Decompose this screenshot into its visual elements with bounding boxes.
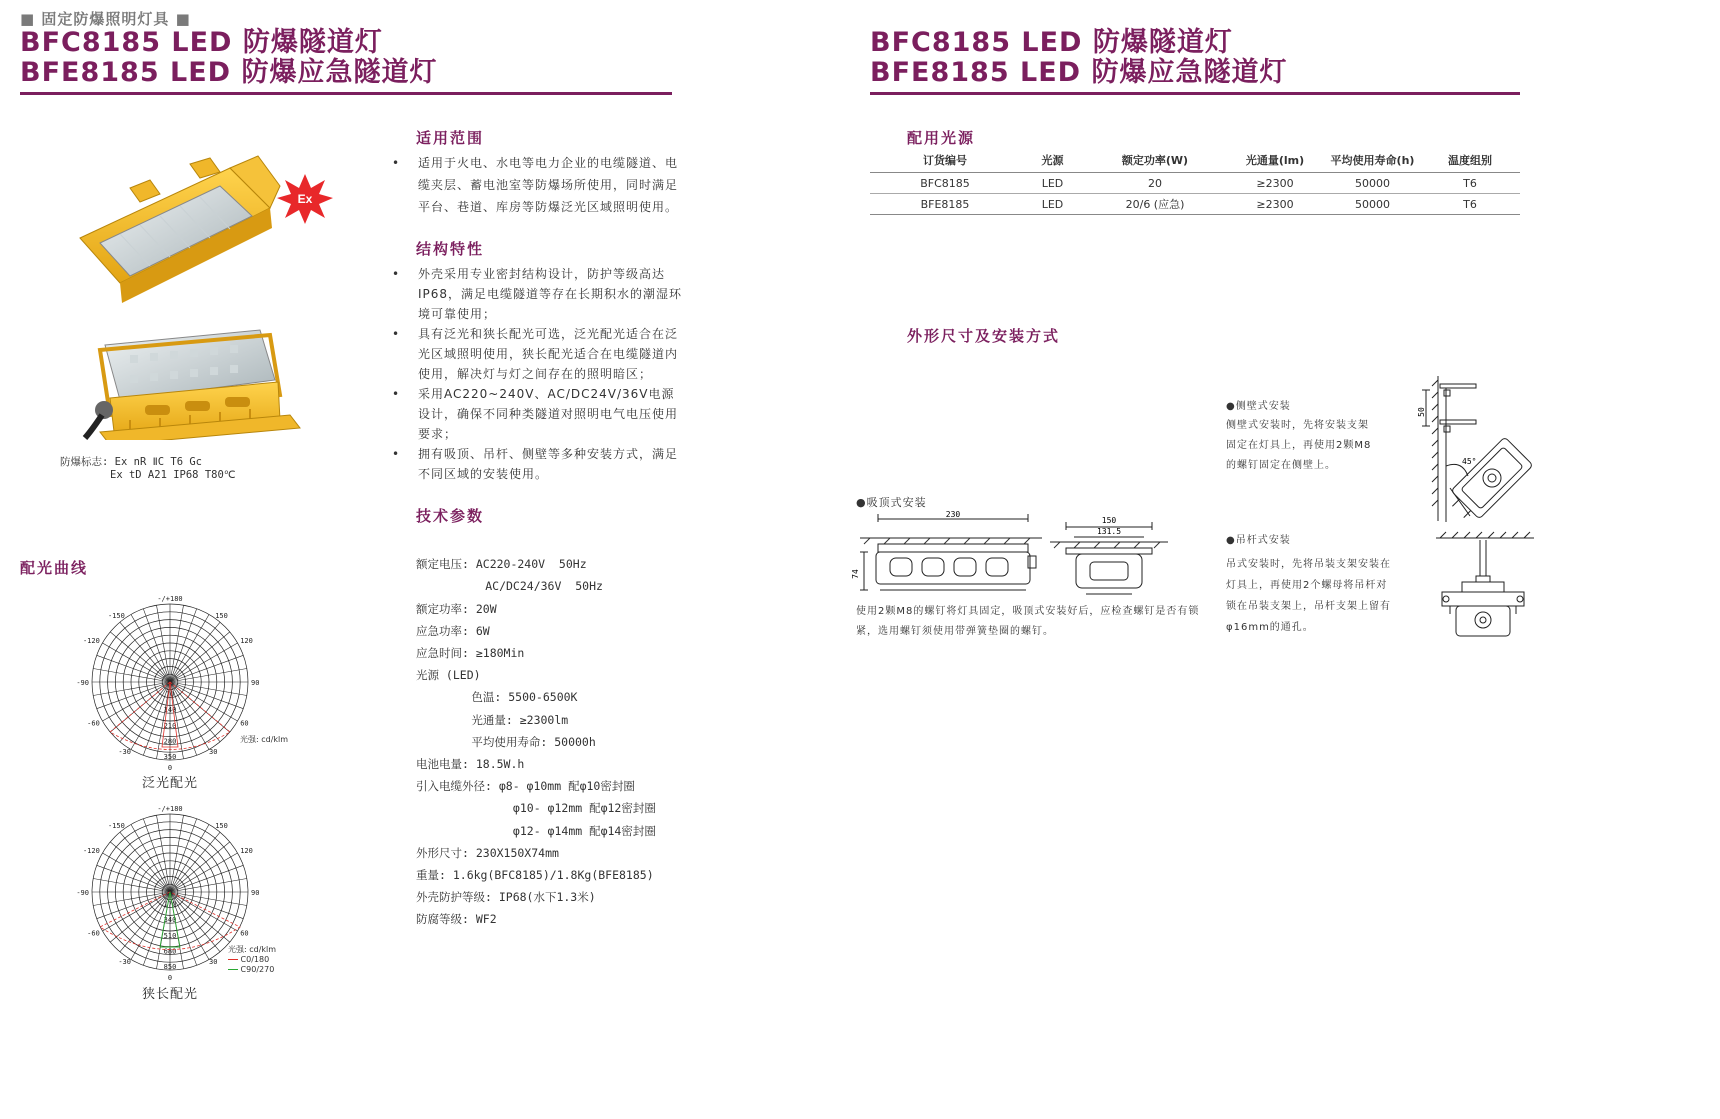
tech-params [416,531,656,953]
pendant-desc-line: φ16mm的通孔。 [1226,622,1314,633]
pendant-mount-desc [1226,554,1391,638]
param-line: 光源 (LED) [416,668,481,683]
category-tag [20,8,191,29]
ceiling-mount-title: ●吸顶式安装 [856,496,927,509]
param-line: 重量: 1.6kg(BFC8185)/1.8Kg(BFE8185) [416,868,654,883]
table-cell: T6 [1420,173,1520,194]
table-row [870,194,1520,215]
product-photos [70,150,345,440]
polar-angle-label: 60 [240,929,249,938]
polar-ring-label: 680 [163,947,177,956]
param-line: 平均使用寿命: 50000h [416,734,596,749]
table-cell: ≥2300 [1225,194,1325,215]
dim-74: 74 [851,569,860,579]
light-source-heading: 配用光源 [907,129,976,147]
lamp-photo-bottom [85,330,300,440]
feature-item: • 具有泛光和狭长配光可选，泛光配光适合在泛光区域照明使用，狭长配光适合在电缆隧道内使用，解决灯与灯之间存在的照明暗区； [392,324,684,384]
polar-angle-label: -90 [76,889,89,897]
param-line: 应急时间: ≥180Min [416,646,525,661]
ceiling-desc-line: 使用2颗M8的螺钉将灯具固定，吸顶式安装好后，应检查螺钉是否有锁 [856,606,1200,617]
marking-label: 防爆标志: [60,456,109,468]
category-label: 固定防爆照明灯具 [41,10,170,28]
features-heading: 结构特性 [416,240,485,258]
polar-angle-label: -150 [107,612,125,620]
table-cell: 50000 [1325,173,1420,194]
polar-angle-label: -30 [118,747,131,756]
wall-mount-desc [1226,416,1371,476]
feature-item: • 拥有吸顶、吊杆、侧壁等多种安装方式，满足不同区域的安装使用。 [392,444,684,484]
features-list [392,264,684,484]
polar-angle-label: 0 [167,974,173,982]
polar-angle-label: -60 [87,719,100,728]
polar-angle-label: 120 [240,637,253,645]
ceiling-mount-drawing [850,510,1170,600]
table-cell: 20/6 (应急) [1085,194,1225,215]
tech-heading: 技术参数 [416,507,485,525]
polar-angle-label: 120 [240,847,253,855]
polar-angle-label: -120 [82,847,100,855]
polar-ring-label: 70 [165,690,175,699]
right-title-line2: BFE8185 LED 防爆应急隧道灯 [870,57,1288,88]
narrow-caption: 狭长配光 [141,987,198,1002]
pendant-mount-title: ●吊杆式安装 [1226,535,1291,546]
table-header-row [870,148,1520,173]
table-cell: LED [1020,173,1085,194]
polar-ring-label: 280 [163,737,177,746]
legend-c0-label: C0/180 [240,955,270,964]
polar-angle-label: 90 [251,889,260,897]
param-line: 引入电缆外径: φ8- φ10mm 配φ10密封圈 [416,779,635,794]
right-title-line1: BFC8185 LED 防爆隧道灯 [870,27,1233,58]
polar-angle-label: 30 [209,957,218,966]
param-line: 光通量: ≥2300lm [416,712,569,727]
polar-ring-label: 350 [163,753,177,761]
table-cell: T6 [1420,194,1520,215]
param-line: 额定功率: 20W [416,601,497,616]
wall-desc-line: 侧壁式安装时，先将安装支架 [1226,420,1369,431]
light-source-table [870,148,1520,215]
polar-angle-label: 150 [215,822,228,830]
param-line: 色温: 5500-6500K [416,690,578,705]
wall-desc-line: 的螺钉固定在侧壁上。 [1226,460,1336,471]
wide-caption: 泛光配光 [141,776,198,791]
dim-150: 150 [1101,516,1117,525]
param-line: AC/DC24/36V 50Hz [416,579,603,594]
table-cell: 50000 [1325,194,1420,215]
param-line: 防腐等级: WF2 [416,912,497,927]
pendant-desc-line: 吊式安装时，先将吊装支架安装在 [1226,559,1391,570]
param-line: 应急功率: 6W [416,623,490,638]
polar-angle-label: -30 [118,957,131,966]
wall-mount-title: ●侧壁式安装 [1226,401,1291,412]
polar-angle-label: -/+180 [157,595,183,603]
feature-item: • 外壳采用专业密封结构设计，防护等级高达IP68，满足电缆隧道等存在长期积水的潮湿环境可靠使用； [392,264,684,324]
light-curve-heading: 配光曲线 [20,559,89,577]
polar-angle-label: -/+180 [157,805,183,813]
polar-angle-label: -90 [76,679,89,687]
param-line: 外壳防护等级: IP68(水下1.3米) [416,890,596,905]
polar-angle-label: -120 [82,637,100,645]
ex-marking [60,456,236,482]
title-rule [20,92,672,95]
ceiling-mount-desc [856,602,1199,642]
polar-chart-wide [70,590,300,790]
table-row [870,173,1520,194]
param-line: 外形尺寸: 230X150X74mm [416,845,559,860]
param-line: φ10- φ12mm 配φ12密封圈 [416,801,656,816]
polar-ring-label: 850 [163,963,177,971]
dimensions-heading: 外形尺寸及安装方式 [907,327,1061,345]
pendant-desc-line: 灯具上，再使用2个螺母将吊杆对 [1226,580,1388,591]
param-line: 额定电压: AC220-240V 50Hz [416,557,587,572]
col-header: 订货编号 [870,148,1020,173]
scope-item: • 适用于火电、水电等电力企业的电缆隧道、电缆夹层、蓄电池室等防爆场所使用，同时满足平台、巷道、库房等防爆泛光区域照明使用。 [392,152,684,218]
polar-ring-label: 170 [163,900,177,909]
wall-angle: 45° [1462,457,1477,466]
square-bullet-icon: ■ [169,10,191,28]
polar-angle-label: 150 [215,612,228,620]
scope-heading: 适用范围 [416,129,485,147]
marking-line1: Ex nR ⅡC T6 Gc [114,456,203,468]
square-bullet-icon: ■ [20,10,42,28]
col-header: 光源 [1020,148,1085,173]
dim-230: 230 [945,510,961,519]
polar-ring-label: 140 [163,706,177,715]
page-title-line1: BFC8185 LED 防爆隧道灯 [20,27,383,58]
col-header: 温度组别 [1420,148,1520,173]
lamp-photo-top [80,156,280,303]
param-line: 电池电量: 18.5W.h [416,757,525,772]
wall-desc-line: 固定在灯具上，再使用2颗M8 [1226,440,1372,451]
col-header: 额定功率(W) [1085,148,1225,173]
polar-angle-label: 90 [251,679,260,687]
wall-dim-50: 50 [1417,407,1426,417]
polar-ring-label: 510 [163,931,177,940]
polar-angle-label: -60 [87,929,100,938]
polar-ring-label: 210 [163,721,177,730]
page-title-line2: BFE8185 LED 防爆应急隧道灯 [20,57,438,88]
param-line: φ12- φ14mm 配φ14密封圈 [416,823,656,838]
legend-c90-label: C90/270 [240,965,275,974]
intensity-unit-narrow: 光强: cd/klm [228,945,277,954]
legend-c90 [228,965,276,975]
col-header: 光通量(lm) [1225,148,1325,173]
table-cell: 20 [1085,173,1225,194]
col-header: 平均使用寿命(h) [1325,148,1420,173]
pendant-desc-line: 锁在吊装支架上，吊杆支架上留有 [1226,601,1391,612]
table-cell: LED [1020,194,1085,215]
polar-angle-label: 30 [209,747,218,756]
table-cell: ≥2300 [1225,173,1325,194]
ceiling-desc-line: 紧，选用螺钉须使用带弹簧垫圈的螺钉。 [856,626,1054,637]
polar-angle-label: 0 [167,764,173,772]
table-cell: BFE8185 [870,194,1020,215]
narrow-legend [228,945,276,975]
table-cell: BFC8185 [870,173,1020,194]
polar-angle-label: -150 [107,822,125,830]
polar-angle-label: 60 [240,719,249,728]
marking-line2: Ex tD A21 IP68 T80℃ [110,469,236,481]
feature-item: • 采用AC220~240V、AC/DC24V/36V电源设计，确保不同种类隧道对照明电气电压使用要求； [392,384,684,444]
scope-list [392,152,684,218]
wall-mount-drawing [1410,376,1540,526]
right-title-rule [870,92,1520,95]
polar-ring-label: 340 [163,916,177,925]
intensity-unit-wide: 光强: cd/klm [240,735,289,744]
ex-label: Ex [297,192,313,206]
dim-131-5: 131.5 [1096,527,1122,536]
ex-badge [277,174,333,224]
legend-c0 [228,955,276,965]
pendant-mount-drawing [1436,530,1536,640]
